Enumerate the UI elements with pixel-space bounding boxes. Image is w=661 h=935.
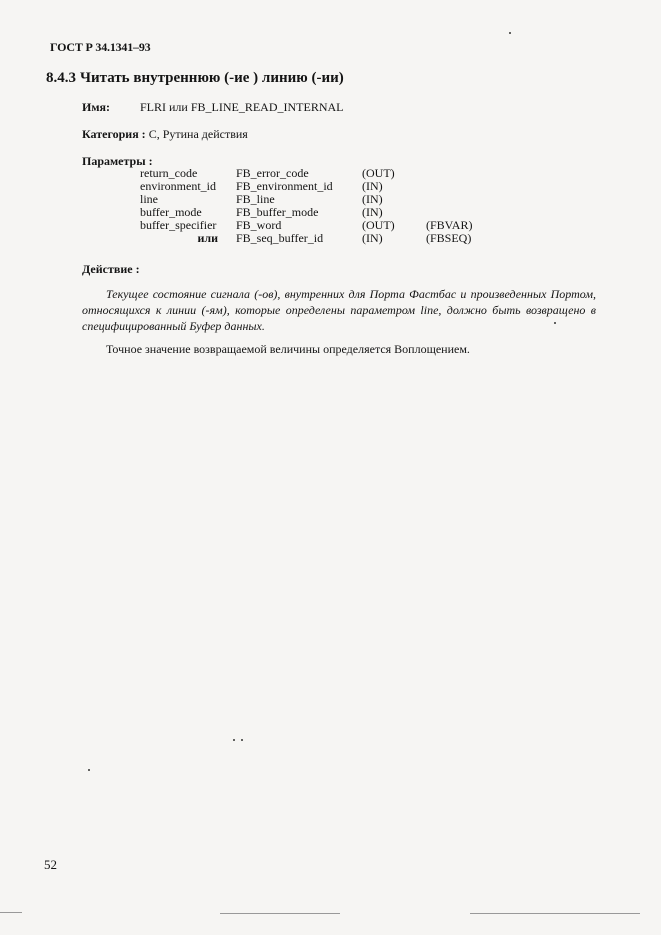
param-alternative-label: или (197, 231, 218, 245)
category-label: Категория : (82, 127, 146, 141)
name-label: Имя: (82, 100, 110, 114)
scan-speck (241, 739, 243, 741)
param-direction: (OUT) (362, 166, 395, 180)
param-name: environment_id (140, 179, 216, 193)
note-paragraph: Точное значение возвращаемой величины определяется Воплощением. (106, 342, 470, 356)
param-direction: (OUT) (362, 218, 395, 232)
scan-speck (233, 739, 235, 741)
param-type: FB_seq_buffer_id (236, 231, 324, 245)
name-line (82, 100, 344, 115)
category-value: C, Рутина действия (148, 127, 248, 141)
param-type: FB_environment_id (236, 179, 333, 193)
param-type: FB_word (236, 218, 282, 232)
action-title: Действие : (82, 262, 140, 276)
section-heading (46, 70, 344, 87)
scan-speck (509, 32, 511, 34)
page-number: 52 (44, 857, 57, 872)
param-direction: (IN) (362, 231, 383, 245)
param-name: buffer_specifier (140, 218, 217, 232)
scan-speck (554, 322, 556, 324)
action-description: Текущее состояние сигнала (-ов), внутренних для Порта Фастбас и произведенных Портом, относящихся к линии (-ям), которые определены параметром line, должно быть возвращено в специфицированный Буфер данных. (82, 287, 596, 333)
param-name: line (140, 192, 158, 206)
document-header: ГОСТ Р 34.1341–93 (50, 40, 151, 54)
parameters-title: Параметры : (82, 154, 153, 168)
scan-speck (88, 769, 90, 771)
scan-edge-line (470, 913, 640, 914)
scan-edge-line (0, 912, 22, 913)
param-type: FB_line (236, 192, 275, 206)
param-type: FB_buffer_mode (236, 205, 319, 219)
param-direction: (IN) (362, 179, 383, 193)
param-extra: (FBSEQ) (426, 231, 472, 245)
category-line (82, 127, 248, 142)
param-name: return_code (140, 166, 198, 180)
param-direction: (IN) (362, 192, 383, 206)
name-value: FLRI или FB_LINE_READ_INTERNAL (140, 100, 344, 114)
scan-edge-line (220, 913, 340, 914)
section-number: 8.4.3 (46, 70, 76, 86)
param-name: buffer_mode (140, 205, 202, 219)
param-direction: (IN) (362, 205, 383, 219)
param-type: FB_error_code (236, 166, 309, 180)
section-title: Читать внутреннюю (-ие ) линию (-ии) (80, 70, 344, 86)
param-extra: (FBVAR) (426, 218, 473, 232)
